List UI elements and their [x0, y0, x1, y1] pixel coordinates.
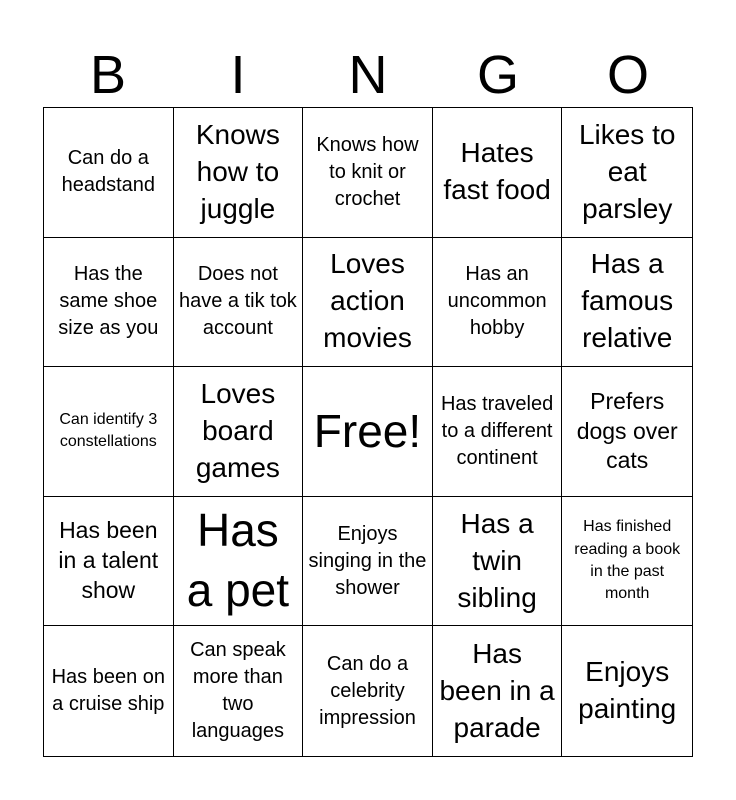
bingo-cell[interactable]: Knows how to knit or crochet: [303, 108, 433, 238]
bingo-cell[interactable]: Has finished reading a book in the past month: [562, 497, 692, 627]
bingo-cell[interactable]: Prefers dogs over cats: [562, 367, 692, 497]
bingo-cell[interactable]: Loves board games: [174, 367, 304, 497]
bingo-cell[interactable]: Can do a celebrity impression: [303, 626, 433, 756]
bingo-cell[interactable]: Hates fast food: [433, 108, 563, 238]
bingo-cell[interactable]: Knows how to juggle: [174, 108, 304, 238]
header-letter-n: N: [348, 45, 388, 105]
bingo-cell[interactable]: Can do a headstand: [44, 108, 174, 238]
bingo-cell[interactable]: Enjoys painting: [578, 656, 677, 725]
header-letter-o: O: [606, 45, 649, 105]
bingo-cell[interactable]: Has a pet: [174, 497, 304, 627]
bingo-cell[interactable]: Loves action movies: [303, 238, 433, 368]
bingo-cell[interactable]: Can speak more than two languages: [174, 626, 304, 756]
bingo-cell[interactable]: Can identify 3 constellations: [44, 367, 174, 497]
bingo-cell[interactable]: Likes to eat parsley: [562, 108, 692, 238]
bingo-cell[interactable]: Has the same shoe size as you: [44, 238, 174, 368]
bingo-cell[interactable]: Has been on a cruise ship: [44, 626, 174, 756]
bingo-cell[interactable]: Does not have a tik tok account: [174, 238, 304, 368]
free-space[interactable]: Free!: [303, 367, 433, 497]
header-letter-i: I: [230, 45, 246, 105]
bingo-header: [43, 44, 693, 106]
bingo-cell[interactable]: Has a twin sibling: [433, 497, 563, 627]
bingo-cell[interactable]: Has traveled to a different continent: [433, 367, 563, 497]
header-letter-b: B: [89, 45, 127, 105]
bingo-cell[interactable]: Enjoys singing in the shower: [303, 497, 433, 627]
bingo-cell[interactable]: Has an uncommon hobby: [433, 238, 563, 368]
bingo-cell[interactable]: Has been in a talent show: [44, 497, 174, 627]
bingo-cell[interactable]: Has been in a parade: [433, 626, 563, 756]
bingo-cell[interactable]: Has a famous relative: [562, 238, 692, 368]
header-letter-g: G: [476, 45, 519, 105]
bingo-board: [43, 107, 693, 757]
